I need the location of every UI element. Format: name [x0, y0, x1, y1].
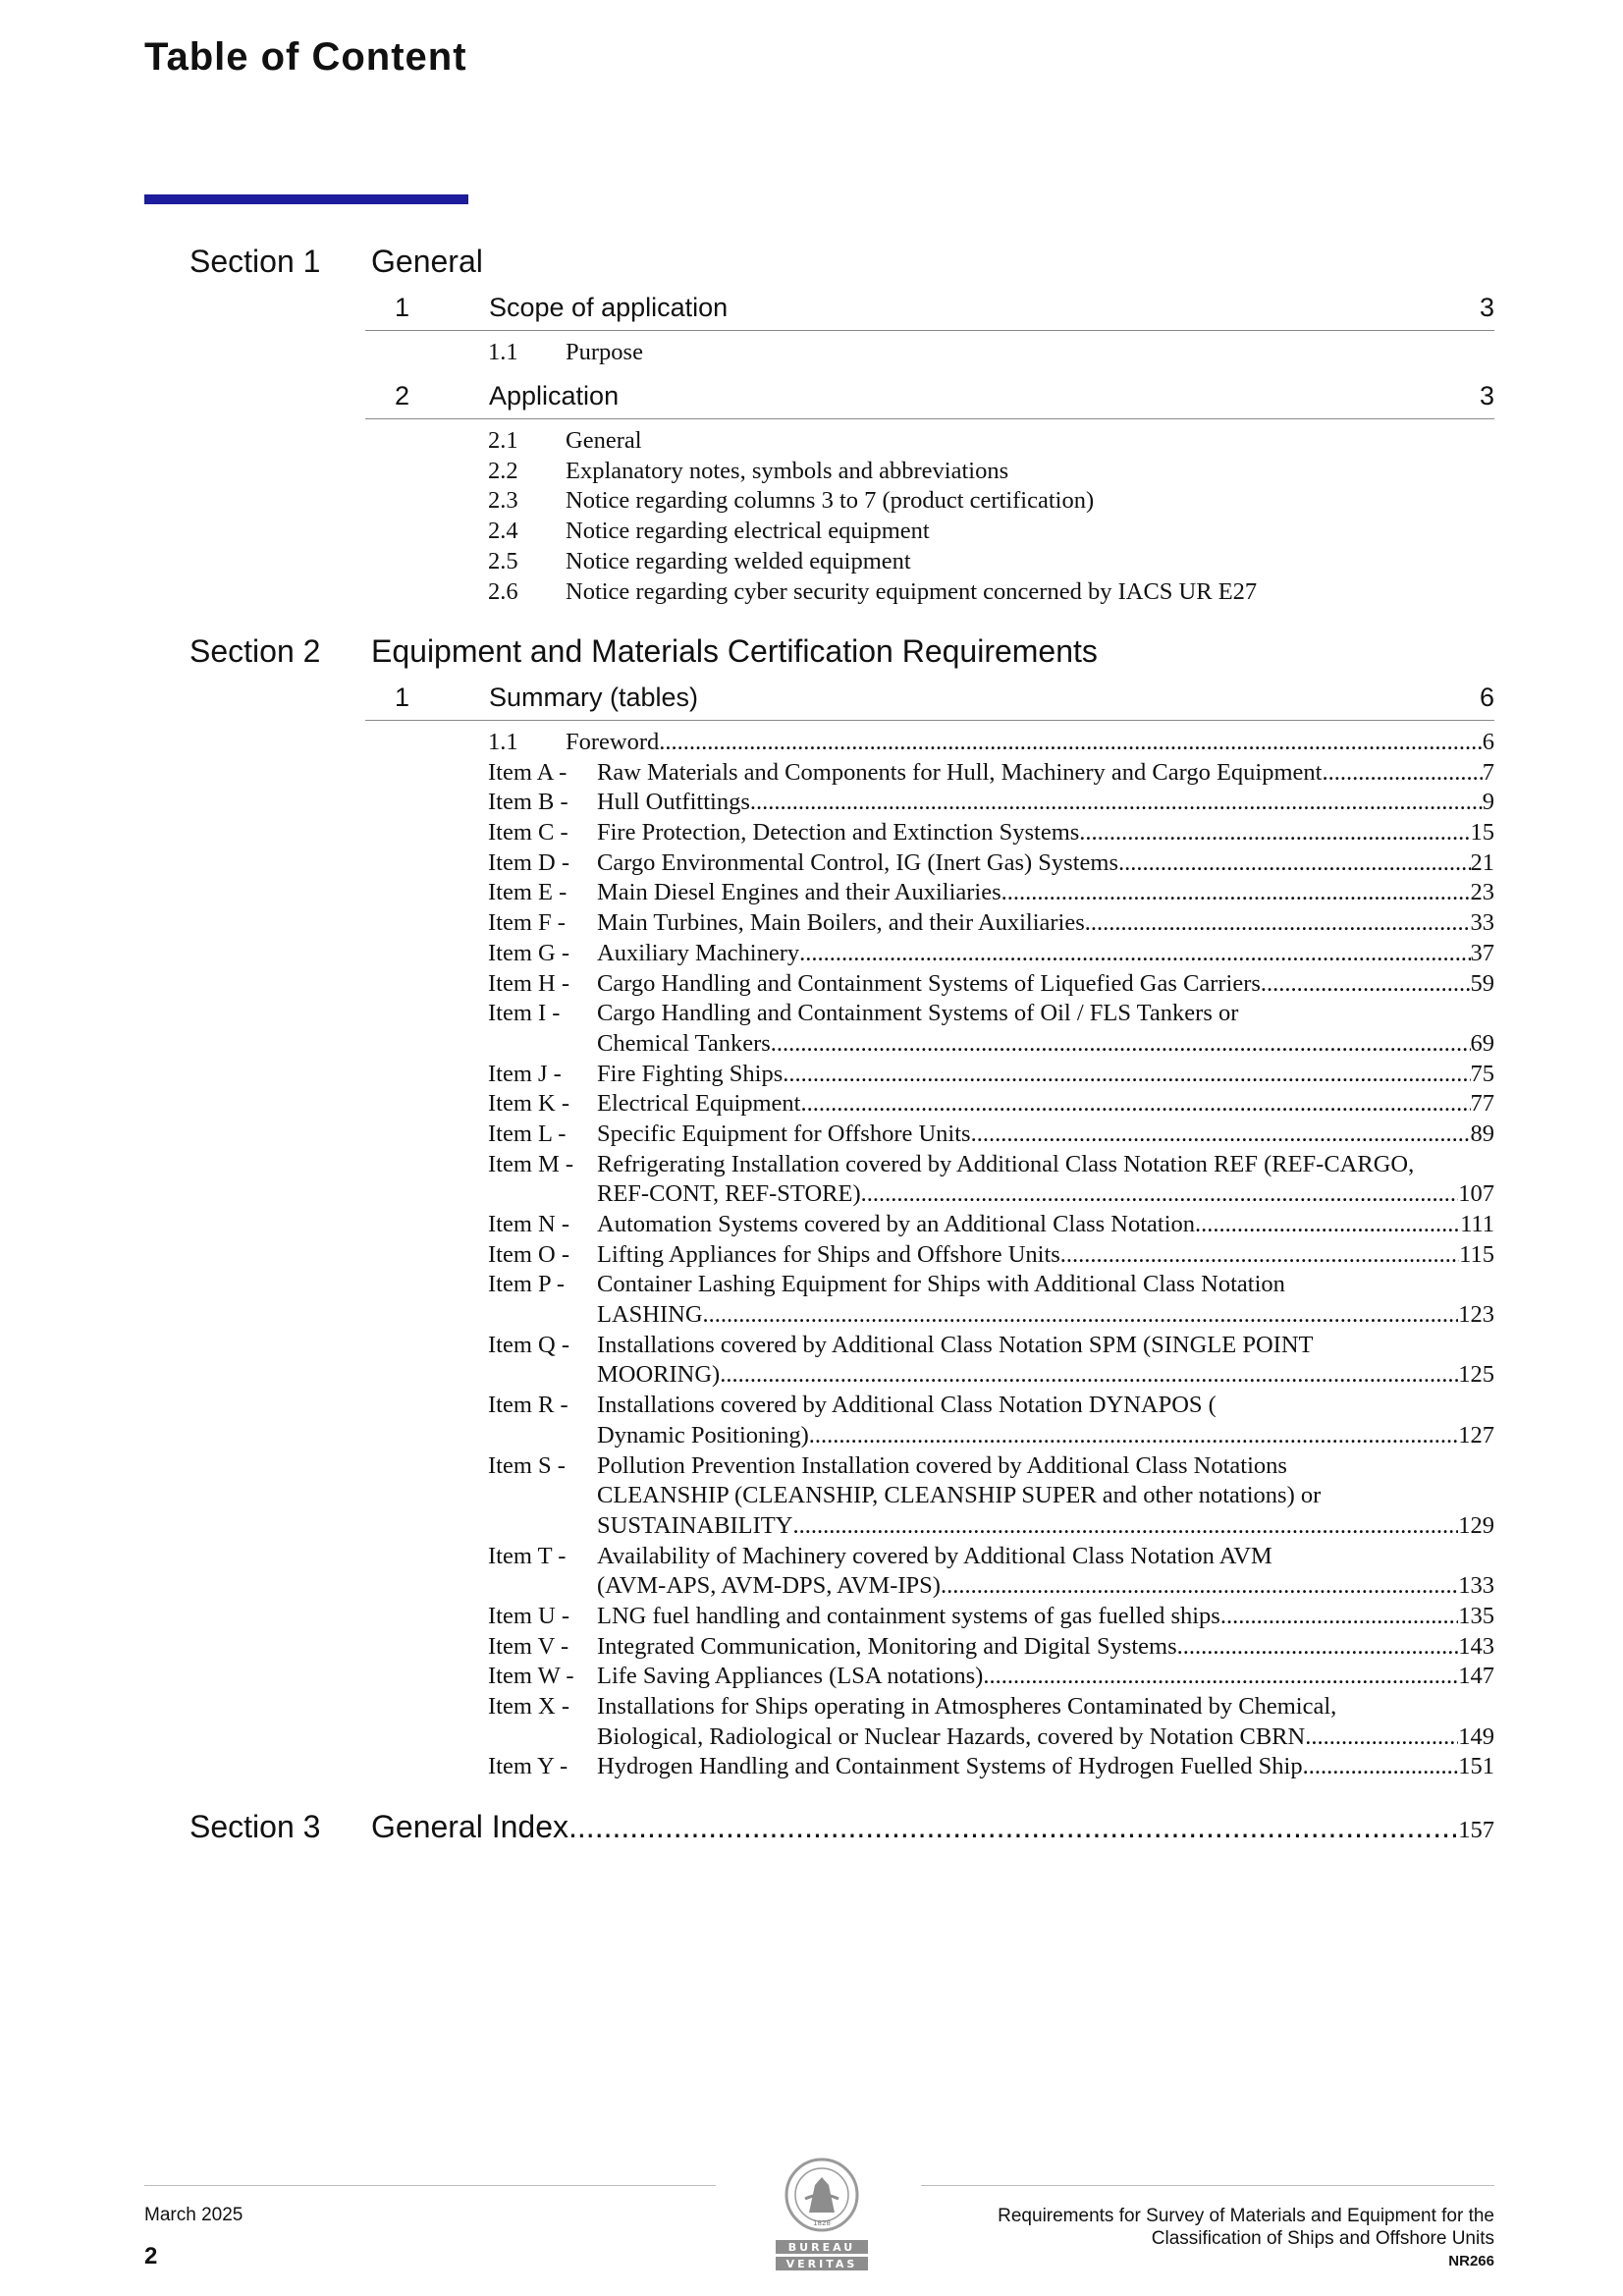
- item-page: 75: [1470, 1060, 1494, 1087]
- toc-item-entry[interactable]: [488, 1542, 1494, 1572]
- dot-leader: [1261, 969, 1471, 1000]
- article-number: 1: [395, 683, 410, 712]
- item-code: Item K -: [488, 1090, 569, 1118]
- article-page: 6: [1479, 683, 1494, 712]
- item-title: Life Saving Appliances (LSA notations): [597, 1663, 984, 1690]
- item-page: 69: [1470, 1029, 1494, 1057]
- dot-leader: [720, 1360, 1458, 1391]
- item-title: LASHING: [597, 1301, 703, 1329]
- logo-text-bottom: VERITAS: [785, 2258, 858, 2270]
- toc-item-entry[interactable]: [488, 758, 1494, 789]
- item-title: Dynamic Positioning): [597, 1421, 809, 1449]
- dot-leader: [1220, 1602, 1458, 1632]
- subsection-number: 2.6: [488, 577, 518, 605]
- subsection-title: Notice regarding welded equipment: [566, 547, 911, 574]
- general-index-entry[interactable]: [371, 1809, 1494, 1845]
- item-title: Refrigerating Installation covered by Additional Class Notation REF (REF-CARGO,: [597, 1150, 1415, 1177]
- bureau-veritas-logo-icon: [768, 2156, 876, 2275]
- item-code: Item B -: [488, 789, 568, 816]
- item-code: Item Y -: [488, 1753, 568, 1780]
- item-code: Item W -: [488, 1663, 574, 1690]
- toc-item-entry[interactable]: [488, 1150, 1494, 1180]
- dot-leader: [1195, 1210, 1460, 1240]
- toc-item-entry[interactable]: [488, 818, 1494, 848]
- section-3-label: Section 3: [189, 1809, 321, 1844]
- dot-leader: [568, 1809, 1458, 1845]
- item-title: Chemical Tankers: [597, 1029, 771, 1057]
- item-page: 115: [1459, 1240, 1494, 1268]
- dot-leader: [1177, 1632, 1459, 1663]
- toc-item-continuation[interactable]: [488, 1029, 1494, 1060]
- toc-item-continuation[interactable]: [488, 1179, 1494, 1210]
- footer-rule-right: [921, 2185, 1494, 2186]
- subsection-number: 2.2: [488, 457, 518, 484]
- section-3-title[interactable]: General Index: [371, 1809, 569, 1844]
- item-page: 123: [1458, 1301, 1494, 1329]
- article-page: 3: [1479, 293, 1494, 322]
- item-code: Item N -: [488, 1211, 569, 1237]
- item-title: SUSTAINABILITY: [597, 1511, 793, 1539]
- toc-item-entry[interactable]: [488, 848, 1494, 879]
- item-title: Installations covered by Additional Class Notation DYNAPOS (: [597, 1392, 1217, 1419]
- item-title: Cargo Handling and Containment Systems of Liquefied Gas Carriers: [597, 969, 1261, 997]
- item-page: 135: [1458, 1602, 1494, 1629]
- section-1-subsections-b: [488, 426, 1257, 607]
- article-number: 2: [395, 381, 410, 410]
- footer-doc-title-line2: Classification of Ships and Offshore Units: [1151, 2228, 1494, 2249]
- item-code: Item I -: [488, 1000, 561, 1027]
- item-title: Specific Equipment for Offshore Units: [597, 1120, 971, 1147]
- article-title[interactable]: Scope of application: [489, 293, 729, 322]
- article-title[interactable]: Application: [489, 381, 620, 410]
- item-page: 23: [1470, 879, 1494, 906]
- item-page: 77: [1470, 1090, 1494, 1118]
- subsection-number: 2.4: [488, 518, 518, 545]
- dot-leader: [1118, 848, 1471, 879]
- toc-item-entry[interactable]: [488, 1451, 1494, 1482]
- article-page: 3: [1479, 381, 1494, 410]
- toc-item-entry[interactable]: [488, 1270, 1494, 1300]
- item-title: Pollution Prevention Installation covered by Additional Class Notations: [597, 1451, 1287, 1479]
- dot-leader: [1079, 818, 1470, 848]
- section-1-article-1[interactable]: [365, 291, 1494, 331]
- subsection-number: 2.1: [488, 427, 518, 454]
- dot-leader: [771, 1029, 1471, 1060]
- title-accent-bar: [144, 194, 468, 204]
- item-code: Item V -: [488, 1632, 569, 1660]
- dot-leader: [861, 1179, 1459, 1210]
- item-code: Item F -: [488, 909, 566, 937]
- section-1-label: Section 1: [189, 244, 321, 279]
- item-title: Container Lashing Equipment for Ships with Additional Class Notation: [597, 1271, 1285, 1298]
- dot-leader: [1322, 758, 1482, 789]
- item-title: Electrical Equipment: [597, 1090, 801, 1118]
- entry-title: Foreword: [566, 729, 660, 755]
- toc-item-continuation[interactable]: [488, 1360, 1494, 1391]
- subsection-title: Notice regarding cyber security equipment concerned by IACS UR E27: [566, 577, 1258, 605]
- dot-leader: [1060, 1240, 1459, 1271]
- toc-item-entry[interactable]: [488, 1602, 1494, 1632]
- subsection-entry[interactable]: [488, 457, 1257, 487]
- item-code: Item G -: [488, 939, 569, 966]
- toc-item-entry[interactable]: [488, 1240, 1494, 1271]
- item-title: Main Turbines, Main Boilers, and their Auxiliaries: [597, 909, 1085, 937]
- item-title: Availability of Machinery covered by Additional Class Notation AVM: [597, 1542, 1272, 1569]
- logo-text-top: BUREAU: [787, 2241, 856, 2254]
- item-list: [488, 728, 1494, 1782]
- toc-item-entry[interactable]: [488, 1662, 1494, 1692]
- item-page: 125: [1458, 1361, 1494, 1389]
- item-code: Item J -: [488, 1060, 562, 1087]
- item-title: Hydrogen Handling and Containment Systems of Hydrogen Fuelled Ship: [597, 1753, 1303, 1780]
- dot-leader: [1085, 908, 1471, 939]
- item-code: Item D -: [488, 848, 569, 876]
- section-1-subsections-a: [488, 338, 643, 368]
- toc-item-entry[interactable]: [488, 1391, 1494, 1421]
- item-title: MOORING): [597, 1361, 721, 1389]
- item-code: Item P -: [488, 1271, 566, 1298]
- item-page: 149: [1458, 1722, 1494, 1750]
- page-title: Table of Content: [144, 35, 467, 79]
- entry-page: 6: [1482, 729, 1494, 755]
- section-1-article-2[interactable]: [365, 379, 1494, 419]
- item-code: Item T -: [488, 1542, 567, 1569]
- toc-item-continuation[interactable]: [488, 1571, 1494, 1602]
- footer-date: March 2025: [144, 2205, 243, 2225]
- subsection-title: Notice regarding electrical equipment: [566, 518, 930, 545]
- item-title: Cargo Handling and Containment Systems of Oil / FLS Tankers or: [597, 1000, 1239, 1027]
- item-title: Raw Materials and Components for Hull, Machinery and Cargo Equipment: [597, 758, 1323, 786]
- item-title: Installations covered by Additional Class Notation SPM (SINGLE POINT: [597, 1331, 1314, 1358]
- item-page: 37: [1470, 939, 1494, 966]
- item-code: Item O -: [488, 1240, 569, 1268]
- item-title: Biological, Radiological or Nuclear Hazards, covered by Notation CBRN: [597, 1722, 1306, 1750]
- dot-leader: [941, 1571, 1458, 1602]
- dot-leader: [783, 1060, 1470, 1090]
- subsection-number: 2.3: [488, 487, 518, 515]
- dot-leader: [792, 1511, 1458, 1542]
- item-title: Fire Protection, Detection and Extinction Systems: [597, 819, 1080, 847]
- dot-leader: [799, 939, 1470, 969]
- toc-item-continuation[interactable]: [488, 1421, 1494, 1451]
- item-page: 21: [1470, 848, 1494, 876]
- dot-leader: [659, 728, 1482, 758]
- dot-leader: [1001, 878, 1471, 908]
- dot-leader: [1305, 1722, 1458, 1753]
- footer-doc-code: NR266: [1448, 2253, 1494, 2269]
- toc-item-entry[interactable]: [488, 1331, 1494, 1361]
- subsection-entry[interactable]: [488, 426, 1257, 457]
- toc-item-entry[interactable]: [488, 1692, 1494, 1722]
- toc-item-continuation[interactable]: [488, 1300, 1494, 1331]
- subsection-number: 1.1: [488, 339, 518, 365]
- item-page: 59: [1470, 969, 1494, 997]
- item-title: Hull Outfittings: [597, 789, 750, 816]
- item-page: 111: [1460, 1211, 1494, 1237]
- item-page: 7: [1482, 758, 1494, 786]
- subsection-entry[interactable]: [488, 486, 1257, 517]
- item-page: 127: [1458, 1421, 1494, 1449]
- item-title: REF-CONT, REF-STORE): [597, 1180, 861, 1208]
- toc-item-entry[interactable]: [488, 1210, 1494, 1240]
- item-title: Automation Systems covered by an Additional Class Notation: [597, 1211, 1196, 1237]
- article-number: 1: [395, 293, 410, 322]
- item-page: 89: [1470, 1120, 1494, 1147]
- item-code: Item E -: [488, 879, 568, 906]
- subsection-title: Notice regarding columns 3 to 7 (product certification): [566, 487, 1095, 515]
- toc-item-entry[interactable]: [488, 1632, 1494, 1663]
- subsection-entry[interactable]: [488, 547, 1257, 577]
- entry-number: 1.1: [488, 729, 518, 755]
- toc-entry-foreword[interactable]: [488, 728, 1494, 758]
- toc-item-entry[interactable]: [488, 878, 1494, 908]
- footer-doc-title: [998, 2205, 1494, 2272]
- item-title: Fire Fighting Ships: [597, 1060, 784, 1087]
- toc-item-entry[interactable]: [488, 1060, 1494, 1090]
- dot-leader: [1303, 1752, 1459, 1782]
- section-2-article-1[interactable]: [365, 681, 1494, 721]
- subsection-entry[interactable]: [488, 517, 1257, 547]
- item-title: LNG fuel handling and containment systems of gas fuelled ships: [597, 1602, 1220, 1629]
- toc-item-continuation[interactable]: [488, 1511, 1494, 1542]
- footer-doc-title-line1: Requirements for Survey of Materials and Equipment for the: [998, 2206, 1494, 2226]
- toc-item-entry[interactable]: [488, 1089, 1494, 1120]
- subsection-entry[interactable]: [488, 577, 1257, 608]
- item-title: CLEANSHIP (CLEANSHIP, CLEANSHIP SUPER and other notations) or: [597, 1482, 1322, 1509]
- article-title[interactable]: Summary (tables): [489, 683, 699, 712]
- item-title: Main Diesel Engines and their Auxiliaries: [597, 879, 1001, 906]
- item-page: 143: [1458, 1632, 1494, 1660]
- toc-item-entry[interactable]: [488, 908, 1494, 939]
- item-page: 107: [1458, 1180, 1494, 1208]
- section-2-label: Section 2: [189, 633, 321, 669]
- subsection-number: 2.5: [488, 547, 518, 574]
- dot-leader: [800, 1089, 1470, 1120]
- subsection-entry[interactable]: [488, 338, 643, 368]
- footer-rule-left: [144, 2185, 716, 2186]
- toc-item-entry[interactable]: [488, 999, 1494, 1029]
- toc-item-continuation[interactable]: [488, 1481, 1494, 1511]
- item-page: 15: [1470, 819, 1494, 847]
- toc-item-entry[interactable]: [488, 1120, 1494, 1150]
- item-title: Lifting Appliances for Ships and Offshore Units: [597, 1240, 1060, 1268]
- toc-item-entry[interactable]: [488, 788, 1494, 818]
- item-page: 33: [1470, 909, 1494, 937]
- section-2-title[interactable]: Equipment and Materials Certification Requirements: [371, 633, 1098, 669]
- logo-year: 1828: [813, 2219, 831, 2227]
- item-page: 9: [1482, 789, 1494, 816]
- item-code: Item U -: [488, 1602, 569, 1629]
- item-code: Item C -: [488, 819, 568, 847]
- item-code: Item L -: [488, 1120, 567, 1147]
- item-page: 133: [1458, 1572, 1494, 1600]
- item-code: Item H -: [488, 969, 569, 997]
- item-code: Item Q -: [488, 1331, 569, 1358]
- item-code: Item R -: [488, 1392, 568, 1419]
- item-page: 129: [1458, 1511, 1494, 1539]
- item-page: 151: [1458, 1753, 1494, 1780]
- dot-leader: [809, 1421, 1459, 1451]
- section-3-page: 157: [1458, 1817, 1494, 1843]
- dot-leader: [703, 1300, 1459, 1331]
- section-1-title[interactable]: General: [371, 244, 483, 279]
- item-title: Cargo Environmental Control, IG (Inert Gas) Systems: [597, 848, 1118, 876]
- toc-item-entry[interactable]: [488, 969, 1494, 1000]
- item-code: Item A -: [488, 758, 568, 786]
- footer-page-number: 2: [144, 2243, 158, 2269]
- item-code: Item X -: [488, 1693, 569, 1720]
- dot-leader: [971, 1120, 1471, 1150]
- toc-item-entry[interactable]: [488, 1752, 1494, 1782]
- dot-leader: [750, 788, 1483, 818]
- item-title: Auxiliary Machinery: [597, 939, 800, 966]
- item-title: Installations for Ships operating in Atmospheres Contaminated by Chemical,: [597, 1693, 1337, 1720]
- subsection-title: Explanatory notes, symbols and abbreviations: [566, 457, 1009, 484]
- subsection-title: General: [566, 427, 642, 454]
- subsection-title: Purpose: [566, 339, 643, 365]
- item-code: Item M -: [488, 1150, 574, 1177]
- toc-item-continuation[interactable]: [488, 1722, 1494, 1753]
- item-title: (AVM-APS, AVM-DPS, AVM-IPS): [597, 1572, 941, 1600]
- item-title: Integrated Communication, Monitoring and Digital Systems: [597, 1632, 1177, 1660]
- toc-item-entry[interactable]: [488, 939, 1494, 969]
- dot-leader: [983, 1662, 1458, 1692]
- item-page: 147: [1458, 1663, 1494, 1690]
- item-code: Item S -: [488, 1451, 566, 1479]
